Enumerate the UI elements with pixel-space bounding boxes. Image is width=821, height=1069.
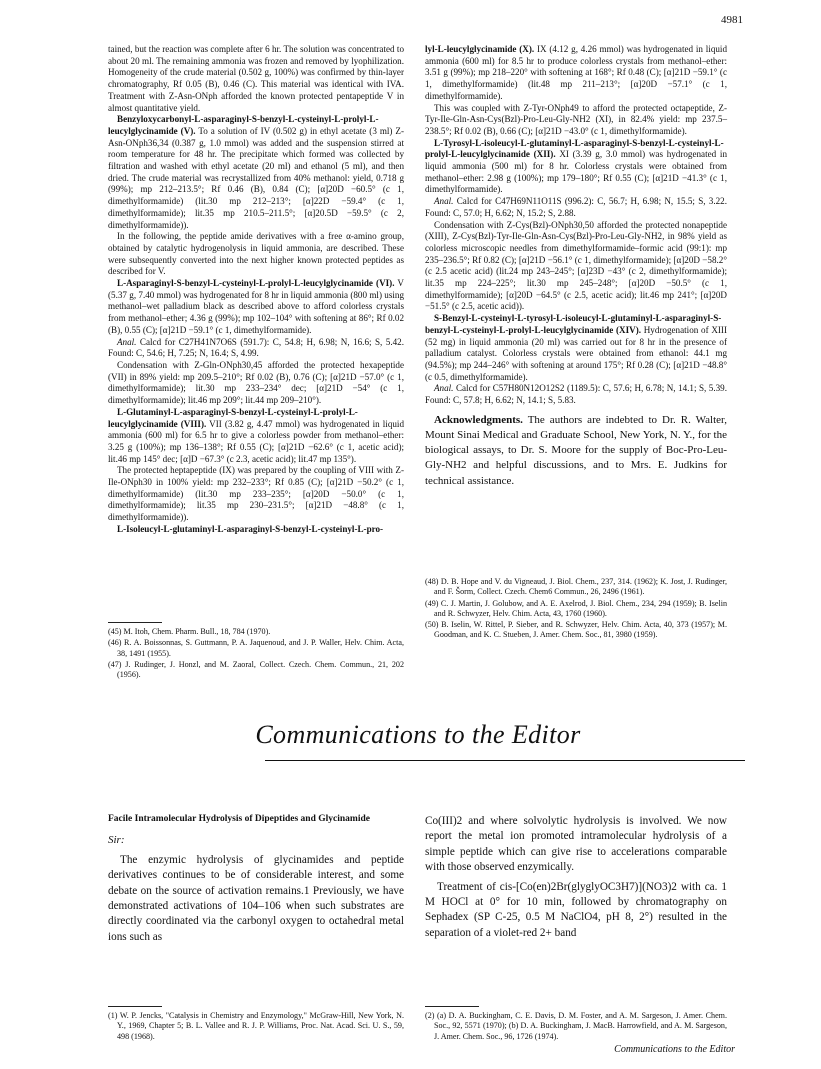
footnote-rule-comm-left [108,1006,162,1007]
compound-heading: S-Benzyl-L-cysteinyl-L-tyrosyl-L-isoleucyl-L-glutaminyl-L-asparaginyl-S-benzyl-L-cysteinyl-L-prolyl-L-leucylglycinamide (XIV). [425,313,722,335]
paragraph [425,44,727,103]
footnotes-left [108,627,404,681]
analysis-label: Anal. [434,196,454,207]
compound-heading: Benzyloxycarbonyl-L-asparaginyl-S-benzyl-L-cysteinyl-L-prolyl-L-leucylglycinamide (V). [108,114,379,136]
compound-heading: L-Asparaginyl-S-benzyl-L-cysteinyl-L-prolyl-L-leucylglycinamide (VI). [117,278,395,289]
paragraph [108,360,404,407]
compound-heading: L-Glutaminyl-L-asparaginyl-S-benzyl-L-cysteinyl-L-prolyl-L-leucylglycinamide (VIII). [108,406,358,429]
acknowledgments-heading: Acknowledgments. [434,413,523,426]
salutation: Sir: [108,833,125,846]
paragraph-text: Hydrogenation of XIII (52 mg) in liquid ammonia (20 ml) was carried out for 8 hr in the presence of palladium catalyst. Colorless crystals were obtained from ethanol: 44.1 mg (94.5%); mp 244–246° with softening at around 175°; Rf 0.28 (C); [α]21D −48.8° (c 0.5, dimethylformamide). [425,324,727,382]
compound-heading: L-Tyrosyl-L-isoleucyl-L-glutaminyl-L-asparaginyl-S-benzyl-L-cysteinyl-L-prolyl-L-leucylglycinamide (XII). [425,137,724,160]
paragraph [108,44,404,114]
analysis-label: Anal. [117,336,137,347]
paragraph-text: Calcd for C57H80N12O12S2 (1189.5): C, 57.6; H, 6.78; N, 14.1; S, 5.39. Found: C, 57.8; H, 6.62; N, 14.1; S, 5.83. [425,383,727,406]
paragraph-text: The protected heptapeptide (IX) was prepared by the coupling of VIII with Z-Ile-ONph30 in 100% yield: mp 232–233°; Rf 0.85 (C); [α]21D −50.2° (c 1, dimethylformamide) (lit.30 mp 233–235°; [α]20D −50.0° (c 1, dimethylformamide); lit.35 mp 230–231.5°; [α]21D −48.8° (c 1, dimethylformamide)). [108,465,404,523]
paragraph-text: IX (4.12 g, 4.26 mmol) was hydrogenated in liquid ammonia (600 ml) for 8.5 hr to produce colorless crystals from methanol–ether: 3.51 g (99%); mp 218–220° with softening at 168°; Rf 0.48 (C); [α]21D −59.1° (c 1, dimethylformamide) (lit.48 mp 211–213°; [α]20D −57.1° (c 1, dimethylformamide). [425,44,727,101]
footnote-1 [108,1011,404,1043]
section-title: Communications to the Editor [255,720,581,749]
paragraph [108,407,404,466]
paragraph-text: Condensation with Z-Gln-ONph30,45 afforded the protected hexapeptide (VII) in 89% yield: mp 209.5–210°; Rf 0.02 (B), 0.76 (C); [α]21D −57.0° (c 1, dimethylformamide); lit.30 mp 233–234° dec; [α]21D −54° (c 1, dimethylformamide); lit.46 mp 209°; lit.44 mp 209–210°). [108,359,404,406]
footnote-50: (50) B. Iselin, W. Rittel, P. Sieber, and R. Schwyzer, Helv. Chim. Acta, 40, 373 (1957); M. Goodman, and K. C. Stueben, J. Amer. Chem. Soc., 81, 3980 (1959). [425,620,727,640]
footnote-rule-comm-right [425,1006,479,1007]
footnote-46: (46) R. A. Boissonnas, S. Guttmann, P. A. Jaquenoud, and J. P. Waller, Helv. Chim. Acta, 38, 1491 (1955). [108,638,404,658]
acknowledgments [425,413,727,489]
paragraph [108,524,404,536]
page-number: 4981 [721,14,743,26]
paragraph-text: tained, but the reaction was complete after 6 hr. The solution was concentrated to about 20 ml. The remaining ammonia was frozen and removed by lyophilization. Homogeneity of the crude material (0.502 g, 100%) was confirmed by thin-layer chromatography, Rf 0.05 (B), 0.46 (C). This material was identical with IVA. Treatment with Z-Asn-ONph afforded the known protected pentapeptide V in almost quantitative yield. [108,44,404,113]
paragraph [425,196,727,219]
paragraph [425,103,727,138]
paragraph [108,337,404,360]
footnote-49: (49) C. J. Martin, J. Golubow, and A. E. Axelrod, J. Biol. Chem., 234, 294 (1959); B. Iselin and R. Schwyzer, Helv. Chim. Acta, 43, 1760 (1960). [425,598,727,618]
compound-heading: lyl-L-leucylglycinamide (X). [425,44,535,54]
footnote-1-text: (1) W. P. Jencks, "Catalysis in Chemistry and Enzymology," McGraw-Hill, New York, N. Y., 1969, Chapter 5; B. L. Vallee and R. J. P. Williams, Proc. Nat. Acad. Sci. U. S., 59, 498 (1968). [108,1011,404,1041]
communication-paragraph-3: Treatment of cis-[Co(en)2Br(glyglyOC3H7)](NO3)2 with ca. 1 M HOCl at 0° for 10 min, followed by chromatography on Sephadex (SP C-25, 0.5 M NaClO4, pH 8, 2°) resulted in the separation of a violet-red 2+ band [425,880,727,939]
footnote-45: (45) M. Itoh, Chem. Pharm. Bull., 18, 784 (1970). [108,627,271,636]
paragraph-text: In the following, the peptide amide derivatives with a free α-amino group, obtained by catalytic hydrogenolysis in liquid ammonia, are described. These were subsequently converted into the next higher known protected peptides as described for V. [108,231,404,277]
paragraph [108,465,404,524]
footnote-48: (48) D. B. Hope and V. du Vigneaud, J. Biol. Chem., 237, 314. (1962); K. Jost, J. Rudinger, and F. Šorm, Collect. Czech. Chem6 Commun., 26, 2496 (1961). [425,577,727,597]
paragraph [425,383,727,406]
footnotes-right [425,577,727,642]
paragraph-text: VII (3.82 g, 4.47 mmol) was hydrogenated in liquid ammonia (600 ml) for 6.5 hr to give a colorless powder from methanol–ether: 3.25 g (100%); mp 136–138°; Rf 0.55 (C); [α]21D −62.6° (c 1, acetic acid); lit.46 mp 145° dec; [α]D −67.3° (c 2.3, acetic acid); lit.47 mp 135°). [108,418,404,464]
paragraph [425,138,727,197]
communication-left-column [108,814,404,945]
paragraph [108,114,404,231]
footnote-rule-left [108,622,162,623]
paragraph-text: Condensation with Z-Cys(Bzl)-ONph30,50 afforded the protected nonapeptide (XIII), Z-Cys(Bzl)-Tyr-Ile-Gln-Asn-Cys(Bzl)-Pro-Leu-Gly-NH2, in 98% yield as colorless microscopic needles from dimethylformamide–formic acid (99:1): mp 235–236.5°; Rf 0.82 (C); [α]21D −56.1° (c 1, dimethylformamide); [α]20D −58.2° (c 2.5 acetic acid) (lit.24 mp 243–245°; [α]23D −43° (c 2, dimethylformamide); lit.35 mp 224–225°; lit.30 mp 245–248°; [α]20D −50.5° (c 1, dimethylformamide); [α]20D −64.5° (c 2.5, acetic acid); lit.46 mp 241°; [α]20D −51.5° (c 2.5, acetic acid)). [425,219,727,312]
paragraph [108,231,404,278]
paragraph [425,220,727,314]
paragraph [108,278,404,337]
footnote-2 [425,1011,727,1043]
section-rule [265,760,745,761]
paragraph-text: XI (3.39 g, 3.0 mmol) was hydrogenated in liquid ammonia (500 ml) for 8 hr. Colorless crystals were obtained from methanol–ether: 2.98 g (100%); mp 179–180°; Rf 0.55 (C); [α]21D −41.3° (c 1, dimethylformamide). [425,149,727,195]
experimental-paragraphs-right [425,44,727,407]
compound-heading: L-Isoleucyl-L-glutaminyl-L-asparaginyl-S-benzyl-L-cysteinyl-L-pro- [117,523,384,534]
experimental-paragraphs-left [108,44,404,536]
acknowledgments-text: The authors are indebted to Dr. R. Walter, Mount Sinai Medical and Graduate School, New York, N. Y., for the biological assays, to Dr. S. Moore for the supply of Boc-Pro-Leu-Gly-NH2 and helpful discussions, and to Mrs. E. Judkins for technical assistance. [425,413,727,487]
experimental-right-column [425,44,727,489]
communication-right-column [425,814,727,941]
experimental-left-column [108,44,404,536]
communication-paragraph-1: The enzymic hydrolysis of glycinamides and peptide derivatives continues to be of considerable interest, and some debate on the source of activation remains.1 Previously, we have demonstrated activations of 104–106 when such substrates are directly coordinated via the carbonyl oxygen to octahedral metal ions such as [108,853,404,943]
running-footer: Communications to the Editor [614,1044,735,1055]
footnote-47: (47) J. Rudinger, J. Honzl, and M. Zaoral, Collect. Czech. Chem. Commun., 21, 202 (1956). [108,659,404,680]
paragraph-text: Calcd for C27H41N7O6S (591.7): C, 54.8; H, 6.98; N, 16.6; S, 5.42. Found: C, 54.6; H, 7.25; N, 16.4; S, 4.99. [108,336,404,359]
paragraph-text: This was coupled with Z-Tyr-ONph49 to afford the protected octapeptide, Z-Tyr-Ile-Gln-Asn-Cys(Bzl)-Pro-Leu-Gly-NH2 (XI), in 82.4% yield: mp 237.5–238.5°; Rf 0.02 (B), 0.66 (C); [α]21D −43.0° (c 1, dimethylformamide). [425,102,727,136]
communication-title: Facile Intramolecular Hydrolysis of Dipeptides and Glycinamide [108,814,370,824]
analysis-label: Anal. [434,383,454,394]
communication-paragraph-2: Co(III)2 and where solvolytic hydrolysis is involved. We now report the metal ion promoted intramolecular hydrolysis of a simple peptide which can give rise to accelerations comparable with those observed enzymically. [425,815,727,874]
paragraph [425,313,727,383]
paragraph-text: To a solution of IV (0.502 g) in ethyl acetate (3 ml) Z-Asn-ONph36,34 (0.387 g, 1.0 mmol) was added and the suspension stirred at room temperature for 48 hr. The precipitate which formed was collected by filtration and washed with ethyl acetate (20 ml) and ethanol (5 ml), and then dried. The crude material was recrystallized from 40% methanol: yield, 0.718 g (99%); mp 212–213.5°; Rf 0.46 (B), 0.84 (C); [α]20D −60.5° (c 1, dimethylformamide) (lit.30 mp 212–213°; [α]22D −59.4° (c 1, dimethylformamide); lit.35 mp 210.5–211.5°; [α]20.5D −59.5° (c 2, dimethylformamide)). [108,125,405,230]
paragraph-text: V (5.37 g, 7.40 mmol) was hydrogenated for 8 hr in liquid ammonia (800 ml) using methanol–wet palladium black as described above to afford colorless crystals from methanol–ether; 4.36 g (99%); mp 102–104° with softening at 86°; Rf 0.02 (B), 0.55 (C); [α]21D −59.1° (c 1, dimethylformamide). [108,278,404,335]
footnote-2-text: (2) (a) D. A. Buckingham, C. E. Davis, D. M. Foster, and A. M. Sargeson, J. Amer. Chem. Soc., 92, 5571 (1970); (b) D. A. Buckingham, J. MacB. Harrowfield, and A. M. Sargeson, J. Amer. Chem. Soc., 96, 1726 (1974). [425,1011,727,1041]
paragraph-text: Calcd for C47H69N11O11S (996.2): C, 56.7; H, 6.98; N, 15.5; S, 3.22. Found: C, 57.0; H, 6.62; N, 15.2; S, 2.88. [425,196,727,218]
